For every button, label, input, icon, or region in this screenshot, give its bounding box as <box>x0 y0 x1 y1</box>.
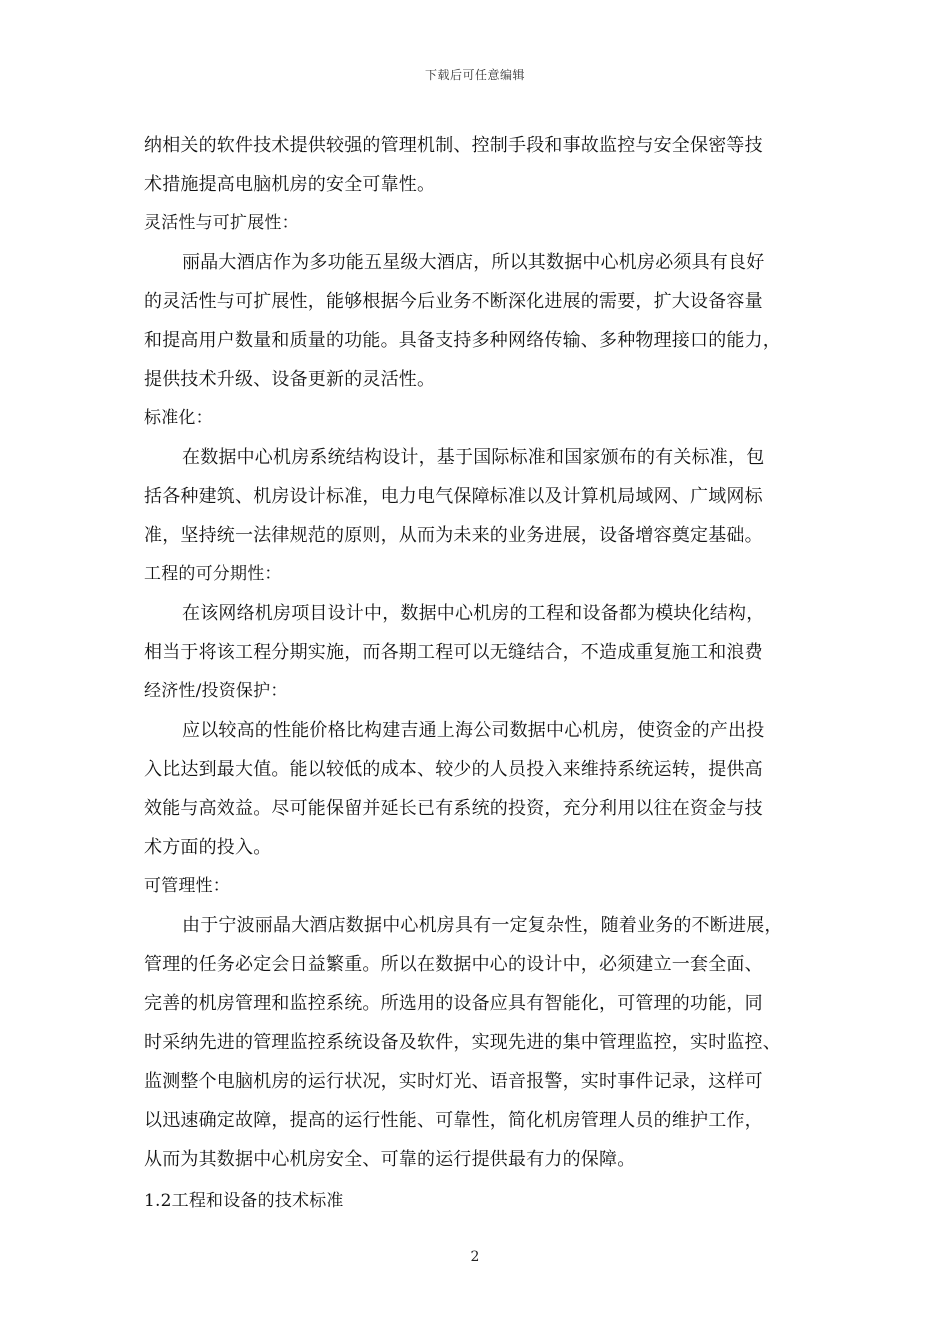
text-line: 术措施提高电脑机房的安全可靠性。 <box>144 174 436 195</box>
text-line: 相当于将该工程分期实施，而各期工程可以无缝结合，不造成重复施工和浪费 <box>144 642 763 663</box>
section-heading-economy: 经济性/投资保护： <box>144 681 288 701</box>
section-heading-1-2: 1.2工程和设备的技术标准 <box>144 1191 344 1211</box>
text-line: 管理的任务必定会日益繁重。所以在数据中心的设计中，必须建立一套全面、 <box>144 954 763 975</box>
section-heading-phasing: 工程的可分期性： <box>144 564 282 584</box>
text-line: 以迅速确定故障，提高的运行性能、可靠性，简化机房管理人员的维护工作， <box>144 1110 763 1131</box>
text-line: 和提高用户数量和质量的功能。具备支持多种网络传输、多种物理接口的能力， <box>144 330 781 351</box>
text-line: 准，坚持统一法律规范的原则，从而为未来的业务进展，设备增容奠定基础。 <box>144 525 763 546</box>
paragraph-start: 由于宁波丽晶大酒店数据中心机房具有一定复杂性，随着业务的不断进展， <box>182 915 783 936</box>
text-line: 提供技术升级、设备更新的灵活性。 <box>144 369 436 390</box>
text-line: 效能与高效益。尽可能保留并延长已有系统的投资，充分利用以往在资金与技 <box>144 798 763 819</box>
document-body <box>144 126 808 1221</box>
text-line: 纳相关的软件技术提供较强的管理机制、控制手段和事故监控与安全保密等技 <box>144 135 763 156</box>
paragraph-start: 在数据中心机房系统结构设计，基于国际标准和国家颁布的有关标准，包 <box>182 447 765 468</box>
text-line: 的灵活性与可扩展性，能够根据今后业务不断深化进展的需要，扩大设备容量 <box>144 291 763 312</box>
page-number: 2 <box>470 1249 480 1265</box>
section-heading-standardization: 标准化： <box>144 408 213 428</box>
text-line: 完善的机房管理和监控系统。所选用的设备应具有智能化，可管理的功能，同 <box>144 993 763 1014</box>
page-header-note: 下载后可任意编辑 <box>424 68 525 82</box>
section-heading-manageability: 可管理性： <box>144 876 230 896</box>
text-line: 术方面的投入。 <box>144 837 272 858</box>
text-line: 入比达到最大值。能以较低的成本、较少的人员投入来维持系统运转，提供高 <box>144 759 763 780</box>
section-heading-flexibility: 灵活性与可扩展性： <box>144 213 299 233</box>
paragraph-start: 丽晶大酒店作为多功能五星级大酒店，所以其数据中心机房必须具有良好 <box>182 252 765 273</box>
text-line: 从而为其数据中心机房安全、可靠的运行提供最有力的保障。 <box>144 1149 636 1170</box>
text-line: 括各种建筑、机房设计标准，电力电气保障标准以及计算机局域网、广域网标 <box>144 486 763 507</box>
paragraph-start: 应以较高的性能价格比构建吉通上海公司数据中心机房，使资金的产出投 <box>182 720 765 741</box>
paragraph-start: 在该网络机房项目设计中，数据中心机房的工程和设备都为模块化结构， <box>182 603 765 624</box>
text-line: 监测整个电脑机房的运行状况，实时灯光、语音报警，实时事件记录，这样可 <box>144 1071 763 1092</box>
text-line: 时采纳先进的管理监控系统设备及软件，实现先进的集中管理监控，实时监控、 <box>144 1032 781 1053</box>
